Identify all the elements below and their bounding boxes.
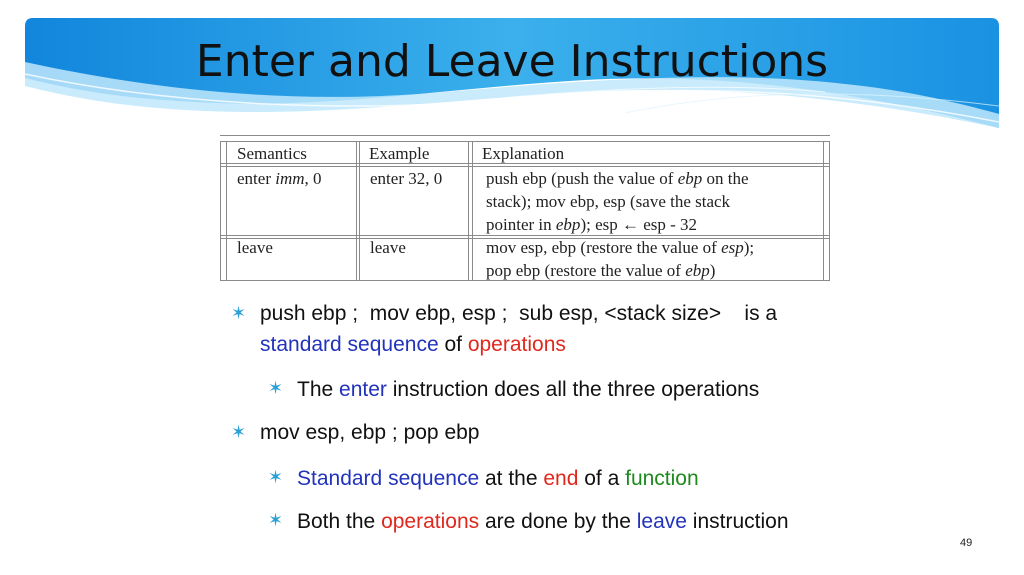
- bullet1-operations: operations: [467, 333, 566, 356]
- bullet2b-both-the: Both the: [297, 510, 382, 533]
- asterisk-bullet-icon: ✶: [268, 467, 284, 488]
- instruction-table: [220, 135, 830, 282]
- row2-exp-l1c: );: [743, 238, 755, 257]
- bullet2b-instruction: instruction: [686, 510, 789, 533]
- row1-exp-l1c: on the: [702, 169, 749, 188]
- table-rule-col1-2: [359, 141, 360, 281]
- row1-exp-l3b: ebp: [555, 215, 581, 234]
- asterisk-bullet-icon: ✶: [231, 303, 247, 324]
- table-rule-right-2: [829, 141, 830, 281]
- bullet1-line2: [260, 329, 777, 360]
- table-rule-left: [220, 141, 221, 281]
- table-rule-left-2: [226, 141, 227, 281]
- table-header-explanation: Explanation: [482, 144, 565, 163]
- bullet2b-operations: operations: [381, 510, 480, 533]
- row2-exp-line1: [486, 236, 754, 259]
- bullet-mov-pop: mov esp, ebp ; pop ebp: [260, 421, 480, 444]
- row1-sem-imm: imm: [275, 169, 305, 188]
- row2-exp-l1a: mov esp, ebp (restore the value of: [486, 238, 722, 257]
- bullet1-line1: push ebp ; mov ebp, esp ; sub esp, <stack size> is a: [260, 302, 778, 325]
- bullet2b-leave: leave: [636, 510, 687, 533]
- row2-exp-l2b: ebp: [685, 261, 710, 280]
- row1-exp-l1b: ebp: [677, 169, 703, 188]
- row1-example: enter 32, 0: [370, 169, 443, 188]
- row1-exp-l3a: pointer in: [486, 215, 556, 234]
- table-header-example: Example: [369, 144, 430, 163]
- bullet1a-enter: enter: [339, 378, 387, 401]
- row2-explanation: [486, 236, 754, 282]
- bullet1a-the: The: [297, 378, 340, 401]
- row1-exp-line2: stack); mov ebp, esp (save the stack: [486, 192, 731, 211]
- asterisk-bullet-icon: ✶: [268, 510, 284, 531]
- table-rule-col2-2: [472, 141, 473, 281]
- row2-exp-l2c: ): [709, 261, 716, 280]
- bullet1-of: of: [438, 333, 468, 356]
- bullet1-standard-sequence: standard sequence: [260, 333, 439, 356]
- bullet2a-standard-sequence: Standard sequence: [297, 467, 480, 490]
- row1-sem-suffix: , 0: [304, 169, 322, 188]
- table-rule-col1: [356, 141, 357, 281]
- asterisk-bullet-icon: ✶: [268, 378, 284, 399]
- bullet-standard-sequence: [260, 298, 777, 360]
- row1-explanation: [486, 167, 749, 236]
- page-number: 49: [960, 537, 973, 549]
- slide-title: Enter and Leave Instructions: [195, 36, 829, 87]
- asterisk-bullet-icon: ✶: [231, 422, 247, 443]
- bullet2a-function: function: [625, 467, 699, 490]
- row1-exp-line3: [486, 213, 749, 236]
- table-rule-top: [220, 135, 830, 136]
- row2-example: leave: [370, 238, 406, 257]
- table-rule-col2: [468, 141, 469, 281]
- row1-exp-l1a: push ebp (push the value of: [486, 169, 678, 188]
- row1-semantics: [237, 167, 322, 190]
- bullet2a-end: end: [543, 467, 579, 490]
- bullet2b-done-by: are done by the: [479, 510, 637, 533]
- bullet-leave-instruction: [297, 506, 789, 537]
- row2-exp-l2a: pop ebp (restore the value of: [486, 261, 686, 280]
- bullet-enter-instruction: [297, 374, 759, 405]
- row2-exp-line2: [486, 259, 754, 282]
- row2-semantics: leave: [237, 238, 273, 257]
- row1-sem-prefix: enter: [237, 169, 276, 188]
- bullet1a-rest: instruction does all the three operations: [386, 378, 760, 401]
- row1-exp-line1: [486, 167, 749, 190]
- row1-exp-l3c: ); esp ← esp - 32: [580, 215, 698, 234]
- bullet2a-at-the: at the: [479, 467, 544, 490]
- row2-exp-l1b: esp: [721, 238, 744, 257]
- table-header-semantics: Semantics: [237, 144, 307, 163]
- bullet2a-of-a: of a: [578, 467, 626, 490]
- table-rule-right: [823, 141, 824, 281]
- bullet-end-of-function: [297, 463, 699, 494]
